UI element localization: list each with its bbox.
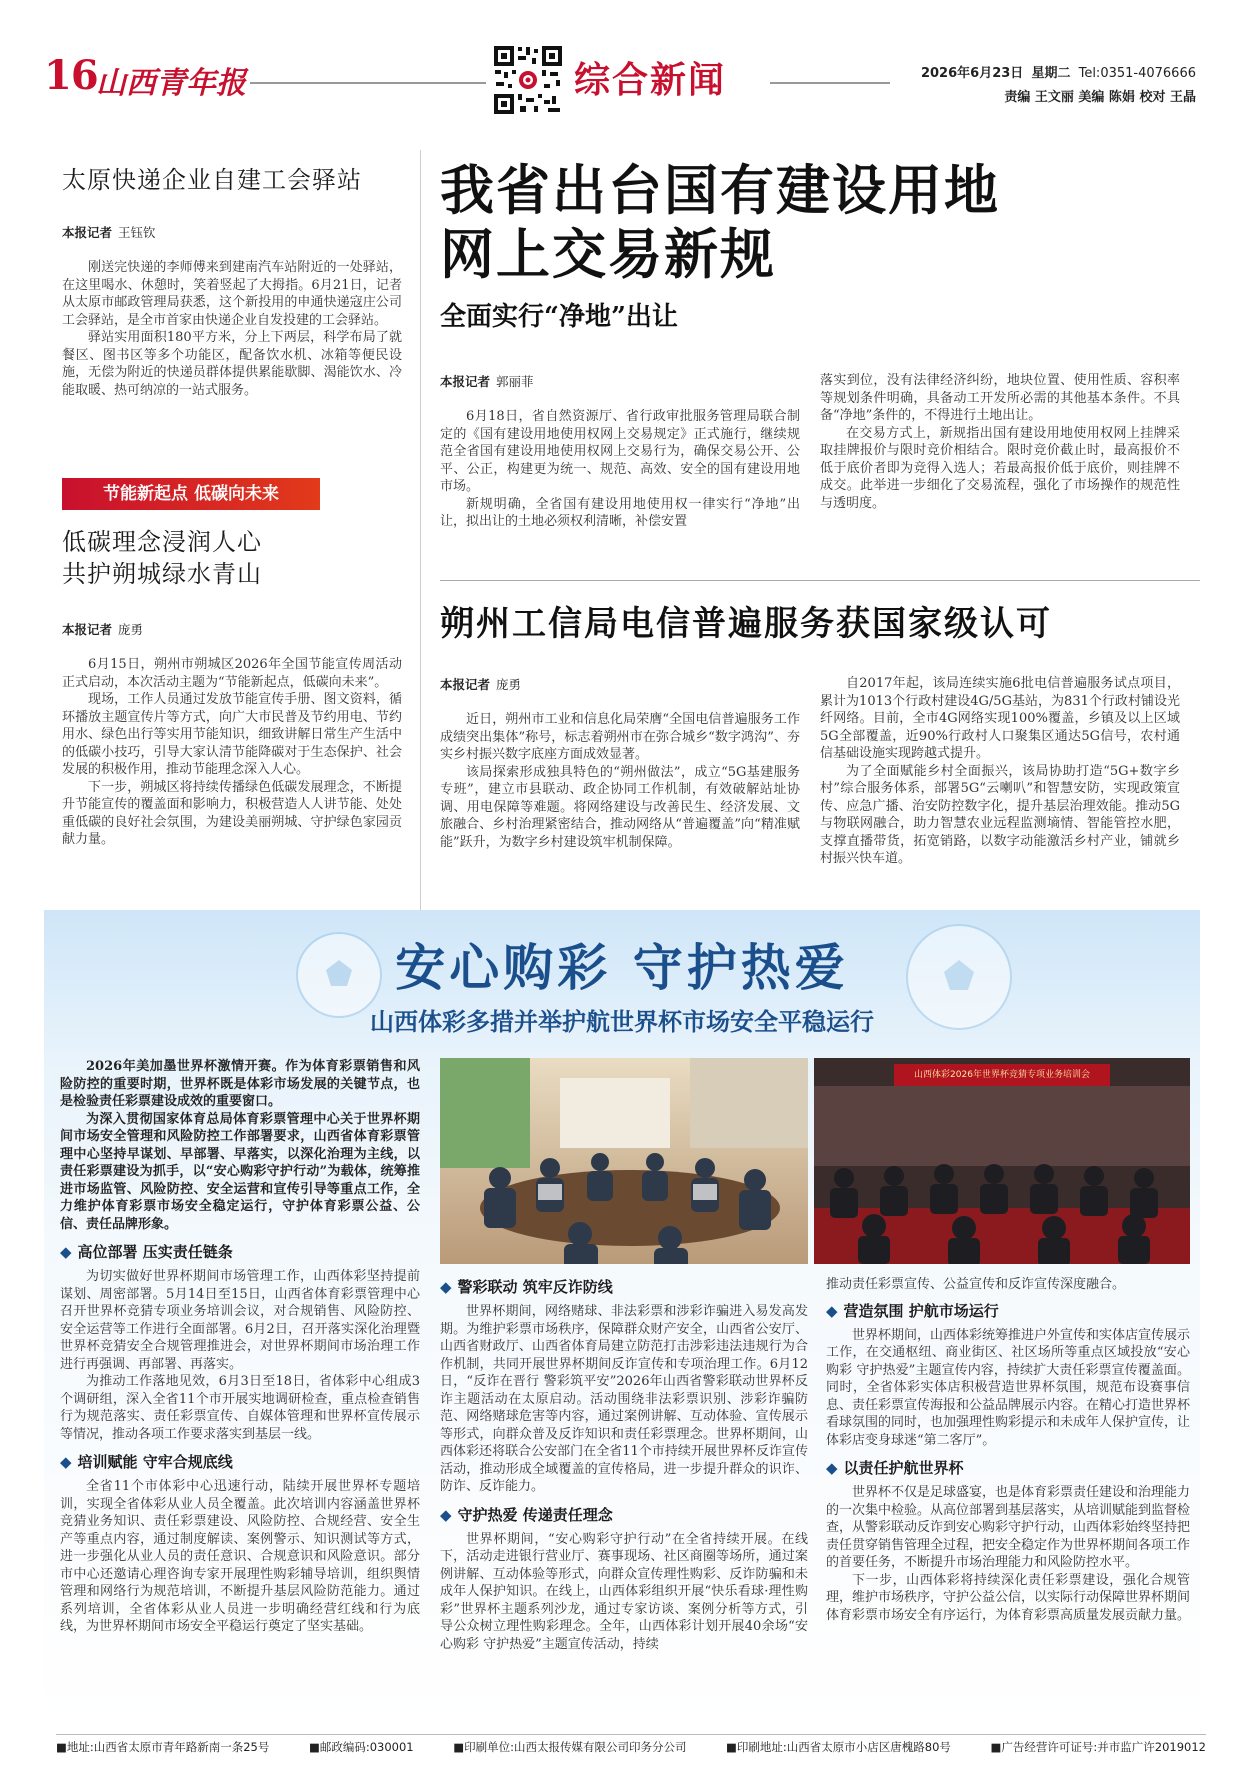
- page-number: 16: [44, 52, 98, 99]
- subheading-text: 高位部署 压实责任链条: [77, 1243, 233, 1261]
- paragraph: 该局探索形成独具特色的“朔州做法”，成立“5G基建服务专班”，建立市县联动、政企协同工作机制，有效破解站址协调、用电保障等难题。将网络建设与改善民生、经济发展、文旅融合、乡村治理紧密结合，推动网络从“普遍覆盖”向“精准赋能”跃升，为数字乡村建设筑牢机制保障。: [440, 764, 800, 850]
- lead-col-1: [440, 372, 800, 531]
- story-energy-week: [62, 478, 402, 849]
- subheading: [440, 1504, 808, 1525]
- paragraph: 刚送完快递的李师傅来到建南汽车站附近的一处驿站，在这里喝水、休憩时，笑着竖起了大拇指。6月21日，记者从太原市邮政管理局获悉，这个新投用的申通快递寇庄公司工会驿站，是全市首家由快递企业自发投建的工会驿站。: [62, 260, 402, 328]
- headline-line-1: 我省出台国有建设用地: [440, 158, 1000, 222]
- photo-meeting-2: [814, 1058, 1190, 1264]
- paragraph: 世界杯期间，“安心购彩守护行动”在全省持续开展。在线下，活动走进银行营业厅、赛事现场、社区商圈等场所，通过案例讲解、互动体验等形式，向群众宣传理性购彩、反诈防骗和未成年人保护知识。在线上，山西体彩组织开展“快乐看球·理性购彩”世界杯主题系列沙龙，通过专家访谈、案例分析等方式，引导公众树立理性购彩理念。全年，山西体彩计划开展40余场“安心购彩 守护热爱”主题宣传活动，持续: [440, 1531, 808, 1652]
- telecom-col-2: [820, 675, 1180, 868]
- column-divider: [420, 150, 421, 910]
- diamond-icon: ◆: [60, 1453, 72, 1471]
- title-line-1: 低碳理念浸润人心: [62, 528, 262, 556]
- subheadline: 全面实行“净地”出让: [440, 302, 678, 332]
- story-title: 太原快递企业自建工会驿站: [62, 166, 362, 194]
- subheading: [60, 1241, 420, 1262]
- diamond-icon: ◆: [826, 1459, 838, 1477]
- topic-tag: [62, 478, 320, 510]
- paragraph: 2026年美加墨世界杯激情开赛。作为体育彩票销售和风险防控的重要时期，世界杯既是体彩市场发展的关键节点，也是检验责任彩票建设成效的重要窗口。: [60, 1059, 420, 1109]
- subheading: [440, 1276, 808, 1297]
- paragraph: 为切实做好世界杯期间市场管理工作，山西体彩坚持提前谋划、周密部署。5月14日至15日，山西省体育彩票管理中心召开世界杯竞猜专项业务培训会议，对合规销售、风险防控、安全运营等工作进行全面部署。6月2日，召开落实深化治理暨世界杯竞猜安全合规管理推进会，对世界杯期间市场治理工作进行再强调、再部署、再落实。: [60, 1269, 420, 1372]
- feature-col-2: [440, 1276, 808, 1653]
- byline: [440, 372, 800, 390]
- byline-name: 庞勇: [496, 677, 522, 692]
- subheading-text: 警彩联动 筑牢反诈防线: [457, 1278, 613, 1296]
- paragraph: 为深入贯彻国家体育总局体育彩票管理中心关于世界杯期间市场安全管理和风险防控工作部署要求，山西省体育彩票管理中心坚持早谋划、早部署、早落实，以深化治理为主线，以责任彩票建设为抓手，以“安心购彩守护行动”为载体，统筹推进市场监管、风险防控、安全运营和宣传引导等重点工作，全力维护体育彩票市场安全稳定运行，守护体育彩票公益、公信、责任品牌形象。: [60, 1111, 420, 1232]
- paragraph: 6月18日，省自然资源厅、省行政审批服务管理局联合制定的《国有建设用地使用权网上交易规定》正式施行，继续规范全省国有建设用地使用权网上交易行为，确保交易公开、公平、公正，构建更为统一、规范、高效、安全的国有建设用地市场。: [440, 409, 800, 494]
- byline-name: 王钰钦: [118, 225, 156, 240]
- topic-tag-text: 节能新起点 低碳向未来: [103, 484, 279, 504]
- subheading: [826, 1457, 1190, 1478]
- masthead-rule-right: [770, 82, 890, 84]
- byline-name: 庞勇: [118, 622, 144, 637]
- paragraph: 自2017年起，该局连续实施6批电信普遍服务试点项目，累计为1013个行政村建设4G/5G基站，为831个行政村铺设光纤网络。目前，全市4G网络实现100%覆盖，乡镇及以上区域5G全部覆盖，近90%行政村人口聚集区通达5G信号，农村通信基础设施实现跨越式提升。: [820, 676, 1180, 761]
- byline: [62, 620, 402, 638]
- byline: [440, 675, 800, 693]
- subheading-text: 培训赋能 守牢合规底线: [77, 1453, 233, 1471]
- subheading: [826, 1300, 1190, 1321]
- diamond-icon: ◆: [60, 1243, 72, 1261]
- editors: 责编 王文丽 美编 陈娟 校对 王晶: [1004, 90, 1196, 105]
- story-telecom: [440, 596, 1200, 645]
- section-rule: [440, 580, 1200, 581]
- photo-banner-text: 山西体彩2026年世界杯竞猜专项业务培训会: [914, 1070, 1090, 1080]
- byline: [62, 223, 402, 241]
- paragraph: 为了全面赋能乡村全面振兴，该局协助打造“5G+数字乡村”综合服务体系，部署5G“云喇叭”和智慧安防，实现政策宣传、应急广播、治安防控数字化，提升基层治理效能。推动5G与物联网融合，助力智慧农业远程监测墒情、智能管控水肥，支撑直播带货，拓宽销路，以数字动能激活乡村产业，铺就乡村振兴快车道。: [820, 763, 1180, 866]
- footer: [56, 1734, 1206, 1761]
- paper-name: 山西青年报: [96, 66, 246, 101]
- paragraph: 世界杯期间，网络赌球、非法彩票和涉彩诈骗进入易发高发期。为维护彩票市场秩序，保障群众财产安全，山西省公安厅、山西省财政厅、山西省体育局建立防范打击涉彩违法违规行为合作机制，共同开展世界杯期间反诈宣传和专项治理工作。6月12日，“反诈在晋行 警彩筑平安”2026年山西省警彩联动世界杯反诈主题活动在太原启动。活动围绕非法彩票识别、涉彩诈骗防范、网络赌球危害等内容，通过案例讲解、互动体验、宣传展示等形式，向群众普及反诈知识和责任彩票理念。世界杯期间，山西体彩还将联合公安部门在全省11个市持续开展世界杯反诈宣传活动，推动形成全域覆盖的宣传格局，进一步提升群众的识诈、防诈、反诈能力。: [440, 1304, 808, 1494]
- issue-weekday: 星期二: [1031, 66, 1071, 81]
- paragraph: 新规明确，全省国有建设用地使用权一律实行“净地”出让，拟出让的土地必须权利清晰，补偿安置: [440, 496, 800, 529]
- footer-printer: ■印刷单位:山西太报传媒有限公司印务分公司: [453, 1740, 687, 1754]
- telecom-col-1: [440, 675, 800, 851]
- diamond-icon: ◆: [440, 1505, 452, 1524]
- subheading-text: 以责任护航世界杯: [843, 1459, 964, 1477]
- headline-line-2: 网上交易新规: [440, 222, 776, 286]
- masthead-rule-left: [250, 82, 486, 84]
- section-title: 综合新闻: [574, 59, 727, 101]
- feature-col-1: [60, 1058, 420, 1636]
- lead-col-2: [820, 372, 1180, 512]
- photo-meeting-1: [440, 1058, 808, 1264]
- footer-address: ■地址:山西省太原市青年路新南一条25号: [56, 1740, 270, 1754]
- footer-license: ■广告经营许可证号:并市监广许2019012: [990, 1740, 1206, 1754]
- subheading: [60, 1451, 420, 1472]
- lead-story: [440, 158, 1200, 333]
- story-title: [62, 526, 402, 590]
- paragraph: 下一步，朔城区将持续传播绿色低碳发展理念，不断提升节能宣传的覆盖面和影响力，积极营造人人讲节能、处处重低碳的良好社会氛围，为建设美丽朔城、守护绿色家园贡献力量。: [62, 779, 402, 847]
- paragraph: 现场，工作人员通过发放节能宣传手册、图文资料，循环播放主题宣传片等方式，向广大市民普及节约用电、节约用水、绿色出行等实用节能知识，细致讲解日常生产生活中的低碳小技巧，引导大家认清节能降碳对于生态保护、社会发展的积极作用，推动节能理念深入人心。: [62, 692, 402, 777]
- story-title: 朔州工信局电信普遍服务获国家级认可: [440, 604, 1052, 644]
- tel: Tel:0351-4076666: [1078, 66, 1196, 81]
- paragraph: 近日，朔州市工业和信息化局荣膺“全国电信普遍服务工作成绩突出集体”称号，标志着朔州市在弥合城乡“数字鸿沟”、夯实乡村振兴数字底座方面成效显著。: [440, 712, 800, 762]
- paragraph: 为推动工作落地见效，6月3日至18日，省体彩中心组成3个调研组，深入全省11个市开展实地调研检查，重点检查销售行为规范落实、责任彩票宣传、自媒体管理和世界杯宣传展示等情况，推动各项工作要求落实到基层一线。: [60, 1374, 420, 1442]
- feature-title: 安心购彩 守护热爱: [395, 938, 849, 997]
- byline-label: 本报记者: [440, 677, 491, 692]
- feature-subtitle: 山西体彩多措并举护航世界杯市场安全平稳运行: [370, 1007, 874, 1036]
- paragraph: 下一步，山西体彩将持续深化责任彩票建设，强化合规管理，维护市场秩序，守护公益公信，以实际行动保障世界杯期间体育彩票市场安全有序运行，为体育彩票高质量发展贡献力量。: [826, 1572, 1191, 1623]
- masthead: [0, 0, 1242, 120]
- byline-label: 本报记者: [62, 225, 113, 240]
- subheading-text: 营造氛围 护航市场运行: [843, 1301, 999, 1320]
- paragraph: 推动责任彩票宣传、公益宣传和反诈宣传深度融合。: [826, 1277, 1126, 1292]
- diamond-icon: ◆: [440, 1278, 452, 1296]
- qr-code-icon[interactable]: [492, 44, 564, 116]
- paragraph: 全省11个市体彩中心迅速行动，陆续开展世界杯专题培训，实现全省体彩从业人员全覆盖。此次培训内容涵盖世界杯竞猜业务知识、责任彩票建设、风险防控、合规经营、安全生产等重点内容，通过制度解读、案例警示、知识测试等方式，进一步强化从业人员的责任意识、合规意识和风险意识。部分市中心还邀请心理咨询专家开展理性购彩辅导培训，组织舆情管理和网络行为规范培训，不断提升基层风险防范能力。通过系列培训，全省体彩从业人员进一步明确经营红线和行为底线，为世界杯期间市场安全平稳运行奠定了坚实基础。: [60, 1479, 420, 1634]
- byline-label: 本报记者: [440, 374, 491, 389]
- footer-print-address: ■印刷地址:山西省太原市小店区唐槐路80号: [726, 1740, 951, 1754]
- feature-col-3: [826, 1276, 1190, 1624]
- byline-name: 郭丽菲: [496, 374, 534, 389]
- paragraph: 世界杯期间，山西体彩统筹推进户外宣传和实体店宣传展示工作，在交通枢纽、商业街区、社区场所等重点区域投放“安心购彩 守护热爱”主题宣传内容，持续扩大责任彩票宣传覆盖面。同时，全省体彩实体店积极营造世界杯氛围，规范布设赛事信息、责任彩票宣传海报和公益品牌展示内容。在精心打造世界杯看球氛围的同时，也加强理性购彩提示和未成年人保护宣传，让体彩店变身球迷“第二客厅”。: [826, 1327, 1191, 1448]
- footer-postcode: ■邮政编码:030001: [308, 1740, 414, 1754]
- paragraph: 驿站实用面积180平方米，分上下两层，科学布局了就餐区、图书区等多个功能区，配备饮水机、冰箱等便民设施，无偿为附近的快递员群体提供累能歇脚、渴能饮水、冷能取暖、热可纳凉的一站式服务。: [62, 330, 402, 398]
- title-line-2: 共护朔城绿水青山: [62, 560, 262, 588]
- issue-date: 2026年6月23日: [920, 66, 1024, 81]
- paragraph: 在交易方式上，新规指出国有建设用地使用权网上挂牌采取挂牌报价与限时竞价相结合。限时竞价截止时，最高报价不低于底价者即为竞得入选人；若最高报价低于底价，则挂牌不成交。此举进一步细化了交易流程，强化了市场操作的规范性与透明度。: [820, 425, 1180, 511]
- diamond-icon: ◆: [826, 1301, 838, 1320]
- subheading-text: 守护热爱 传递责任理念: [457, 1505, 613, 1524]
- paragraph: 6月15日，朔州市朔城区2026年全国节能宣传周活动正式启动，本次活动主题为“节能新起点，低碳向未来”。: [62, 657, 402, 690]
- byline-label: 本报记者: [62, 622, 113, 637]
- paragraph: 世界杯不仅是足球盛宴，也是体育彩票责任建设和治理能力的一次集中检验。从高位部署到基层落实，从培训赋能到监督检查，从警彩联动反诈到安心购彩守护行动，山西体彩始终坚持把责任贯穿销售管理全过程，把安全稳定作为世界杯期间各项工作的首要任务，不断提升市场治理能力和风险防控水平。: [826, 1485, 1191, 1570]
- headline: [440, 158, 1200, 286]
- story-courier-station: [62, 160, 402, 399]
- paragraph: 落实到位，没有法律经济纠纷，地块位置、使用性质、容积率等规划条件明确，具备动工开发所必需的其他基本条件。不具备“净地”条件的，不得进行土地出让。: [820, 373, 1180, 423]
- issue-date-line: [890, 62, 1196, 81]
